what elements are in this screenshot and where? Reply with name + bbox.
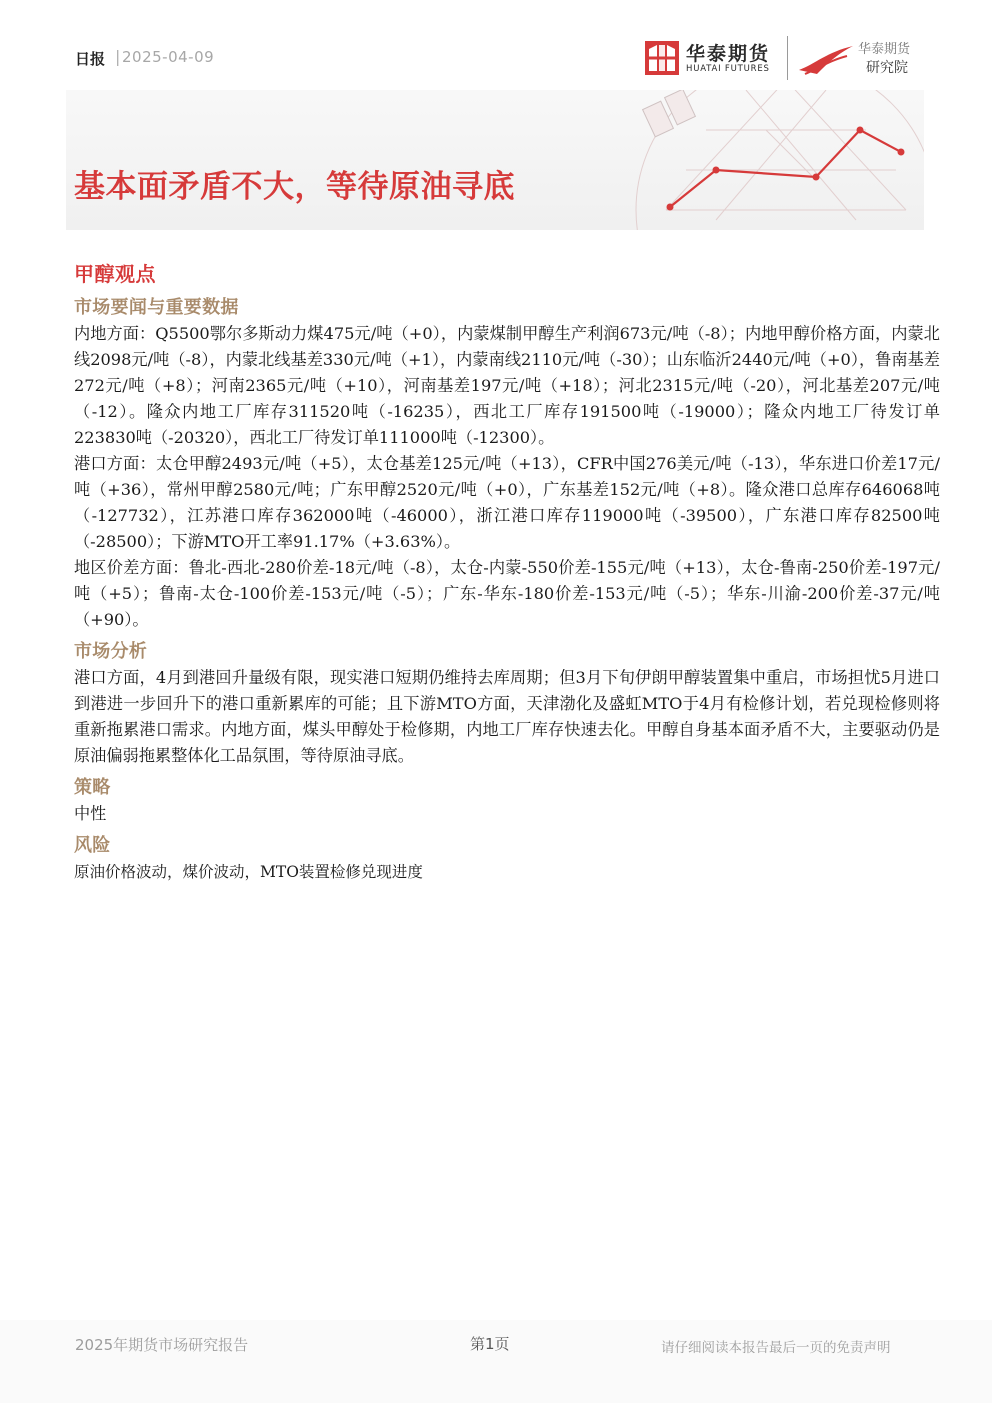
huatai-logo-icon bbox=[645, 41, 679, 75]
subsection-title-strategy: 策略 bbox=[74, 777, 111, 798]
network-graphic-icon bbox=[66, 90, 924, 230]
subsection-title-risk: 风险 bbox=[74, 835, 111, 856]
report-date: 2025-04-09 bbox=[122, 48, 215, 66]
page-number: 第1页 bbox=[470, 1335, 510, 1353]
header-separator: | bbox=[115, 47, 121, 66]
news-port-paragraph: 港口方面：太仓甲醇2493元/吨（+5），太仓基差125元/吨（+13），CFR中国276美元/吨（-13），华东进口价差17元/吨（+36），常州甲醇2580元/吨；广东甲醇2520元/吨（+0），广东基差152元/吨（+8）。隆众港口总库存646068吨（-127732），江苏港口库存362000吨（-46000），浙江港口库存119000吨（-39500），广东港口库存82500吨（-28500）；下游MTO开工率91.17%（+3.63%）。 bbox=[74, 454, 940, 551]
subsection-title-news: 市场要闻与重要数据 bbox=[74, 297, 239, 318]
institute-name-line2: 研究院 bbox=[866, 60, 908, 76]
brand-name-en: HUATAI FUTURES bbox=[686, 64, 770, 74]
risk-text: 原油价格波动，煤价波动，MTO装置检修兑现进度 bbox=[74, 863, 423, 881]
page-title: 基本面矛盾不大，等待原油寻底 bbox=[74, 169, 515, 205]
footer-report-name: 2025年期货市场研究报告 bbox=[75, 1336, 249, 1354]
strategy-text: 中性 bbox=[74, 804, 107, 823]
news-inland-paragraph: 内地方面：Q5500鄂尔多斯动力煤475元/吨（+0），内蒙煤制甲醇生产利润673元/吨（-8）；内地甲醇价格方面，内蒙北线2098元/吨（-8），内蒙北线基差330元/吨（+1），内蒙南线2110元/吨（-30）；山东临沂2440元/吨（+0），鲁南基差272元/吨（+8）；河南2365元/吨（+10），河南基差197元/吨（+18）；河北2315元/吨（-20），河北基差207元/吨（-12）。隆众内地工厂库存311520吨（-16235），西北工厂库存191500吨（-19000）；隆众内地工厂待发订单223830吨（-20320），西北工厂待发订单111000吨（-12300）。 bbox=[74, 324, 940, 447]
footer-disclaimer-note: 请仔细阅读本报告最后一页的免责声明 bbox=[661, 1340, 891, 1356]
brand-name-cn: 华泰期货 bbox=[686, 43, 771, 65]
analysis-paragraph: 港口方面，4月到港回升量级有限，现实港口短期仍维持去库周期；但3月下旬伊朗甲醇装置集中重启，市场担忧5月进口到港进一步回升下的港口重新累库的可能；且下游MTO方面，天津渤化及盛虹MTO于4月有检修计划，若兑现检修则将重新拖累港口需求。内地方面，煤头甲醇处于检修期，内地工厂库存快速去化。甲醇自身基本面矛盾不大，主要驱动仍是原油偏弱拖累整体化工品氛围，等待原油寻底。 bbox=[74, 668, 940, 765]
doc-type-label: 日报 bbox=[75, 50, 106, 68]
subsection-title-analysis: 市场分析 bbox=[74, 641, 148, 662]
section-title-methanol-view: 甲醇观点 bbox=[74, 262, 156, 286]
news-spread-paragraph: 地区价差方面：鲁北-西北-280价差-18元/吨（-8），太仓-内蒙-550价差-155元/吨（+13），太仓-鲁南-250价差-197元/吨（+5）；鲁南-太仓-100价差-153元/吨（-5）；广东-华东-180价差-153元/吨（-5）；华东-川渝-200价差-37元/吨（+90）。 bbox=[74, 558, 940, 629]
report-body bbox=[74, 258, 940, 885]
page-header bbox=[0, 0, 992, 82]
title-banner bbox=[66, 90, 924, 230]
institute-name-line1: 华泰期货 bbox=[858, 42, 911, 57]
logo-divider bbox=[787, 36, 788, 80]
institute-logo-icon bbox=[797, 38, 857, 78]
